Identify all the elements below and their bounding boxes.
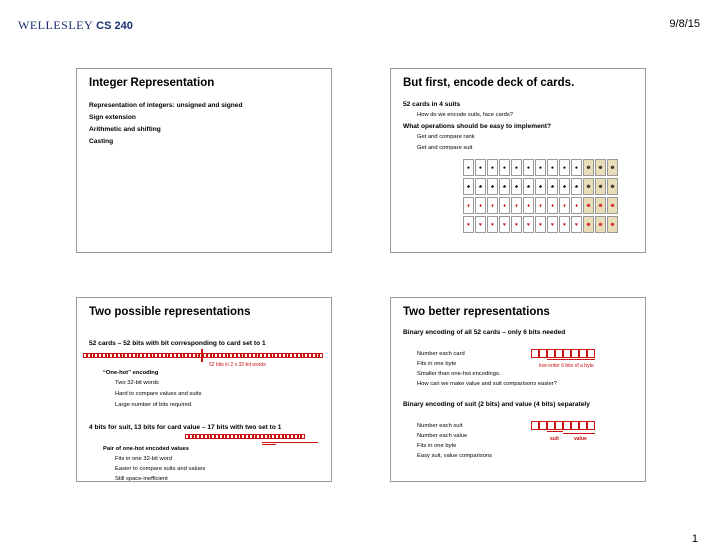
playing-card-icon: ♦ — [511, 197, 522, 214]
bullet: Casting — [89, 138, 114, 145]
bullet: 4 bits for suit, 13 bits for card value – 17 bits with two set to 1 — [89, 424, 282, 431]
suit-bits-underline — [262, 444, 276, 445]
playing-card-icon: ♠ — [475, 159, 486, 176]
playing-card-icon: ♣ — [559, 178, 570, 195]
playing-card-icon: ♥ — [499, 216, 510, 233]
header-date: 9/8/15 — [669, 18, 700, 30]
bullet: Binary encoding of suit (2 bits) and value (4 bits) separately — [403, 401, 590, 408]
playing-card-icon: ♦ — [535, 197, 546, 214]
card-deck-image — [463, 159, 618, 233]
playing-card-icon: ♥ — [535, 216, 546, 233]
sub-bullet: Hard to compare values and suits — [115, 391, 202, 397]
playing-card-icon: ♚ — [607, 178, 618, 195]
sub-bullet: Fits in one 32-bit word — [115, 456, 173, 462]
sub-bullet: Two 32-bit words — [115, 380, 159, 386]
playing-card-icon: ♥ — [511, 216, 522, 233]
playing-card-icon: ♠ — [487, 159, 498, 176]
playing-card-icon: ♥ — [547, 216, 558, 233]
brand-course: CS 240 — [96, 20, 133, 32]
value-underline — [563, 433, 595, 434]
playing-card-icon: ♠ — [511, 159, 522, 176]
bullet: What operations should be easy to implement? — [403, 123, 552, 130]
annotation: low-order 6 bits of a byte — [539, 363, 594, 369]
bullet: 52 cards – 52 bits with bit corresponding to card set to 1 — [89, 340, 266, 347]
playing-card-icon: ♣ — [463, 178, 474, 195]
slide-two-possible-representations — [76, 297, 332, 482]
playing-card-icon: ♠ — [571, 159, 582, 176]
sub-bullet: Number each card — [417, 351, 465, 357]
slide-integer-representation — [76, 68, 332, 253]
playing-card-icon: ♚ — [595, 216, 606, 233]
playing-card-icon: ♠ — [535, 159, 546, 176]
suit-label: suit — [550, 436, 559, 442]
slide-two-better-representations — [390, 297, 646, 482]
slide-encode-deck — [390, 68, 646, 253]
playing-card-icon: ♚ — [607, 159, 618, 176]
playing-card-icon: ♚ — [595, 178, 606, 195]
bit-array-52 — [83, 353, 323, 358]
bit-array-32 — [185, 434, 305, 439]
sub-bullet: Number each value — [417, 433, 468, 439]
playing-card-icon: ♦ — [547, 197, 558, 214]
value-bits-underline — [262, 442, 318, 443]
sub-bullet: Large number of bits required — [115, 402, 192, 408]
playing-card-icon: ♣ — [511, 178, 522, 195]
playing-card-icon: ♠ — [463, 159, 474, 176]
playing-card-icon: ♠ — [559, 159, 570, 176]
playing-card-icon: ♣ — [571, 178, 582, 195]
sub-bullet: How do we encode suits, face cards? — [417, 112, 514, 118]
brand-word: WELLESLEY — [18, 18, 94, 32]
low-order-underline — [547, 359, 595, 360]
playing-card-icon: ♠ — [523, 159, 534, 176]
playing-card-icon: ♦ — [463, 197, 474, 214]
playing-card-icon: ♦ — [475, 197, 486, 214]
bullet: Binary encoding of all 52 cards – only 6 bits needed — [403, 329, 566, 336]
playing-card-icon: ♚ — [595, 197, 606, 214]
sub-bullet: Easy suit, value comparisons — [417, 453, 493, 459]
sub-bullet: How can we make value and suit comparisons easier? — [417, 381, 557, 387]
playing-card-icon: ♚ — [607, 197, 618, 214]
playing-card-icon: ♚ — [583, 197, 594, 214]
playing-card-icon: ♚ — [583, 178, 594, 195]
sub-bullet: “One-hot” encoding — [103, 370, 159, 376]
playing-card-icon: ♚ — [607, 216, 618, 233]
byte-boxes-suit-value — [531, 421, 595, 430]
playing-card-icon: ♚ — [583, 159, 594, 176]
bullet: Sign extension — [89, 114, 136, 121]
playing-card-icon: ♥ — [475, 216, 486, 233]
playing-card-icon: ♥ — [463, 216, 474, 233]
bit-cell — [319, 353, 323, 358]
playing-card-icon: ♣ — [535, 178, 546, 195]
playing-card-icon: ♦ — [523, 197, 534, 214]
playing-card-icon: ♠ — [547, 159, 558, 176]
annotation: 52 bits in 2 x 32-bit words — [209, 362, 266, 368]
playing-card-icon: ♠ — [499, 159, 510, 176]
sub-bullet: Number each suit — [417, 423, 463, 429]
playing-card-icon: ♦ — [571, 197, 582, 214]
playing-card-icon: ♚ — [595, 159, 606, 176]
slide-title: Integer Representation — [89, 77, 215, 89]
slide-title: Two better representations — [403, 306, 550, 318]
playing-card-icon: ♥ — [559, 216, 570, 233]
playing-card-icon: ♥ — [487, 216, 498, 233]
playing-card-icon: ♣ — [547, 178, 558, 195]
playing-card-icon: ♣ — [523, 178, 534, 195]
playing-card-icon: ♦ — [487, 197, 498, 214]
playing-card-icon: ♚ — [583, 216, 594, 233]
sub-bullet: Smaller than one-hot encodings. — [417, 371, 501, 377]
playing-card-icon: ♣ — [487, 178, 498, 195]
brand-logo — [18, 18, 133, 33]
sub-bullet: Get and compare rank — [417, 134, 475, 140]
bullet: 52 cards in 4 suits — [403, 101, 461, 108]
playing-card-icon: ♣ — [499, 178, 510, 195]
suit-underline — [547, 431, 563, 432]
playing-card-icon: ♥ — [571, 216, 582, 233]
sub-bullet: Get and compare suit — [417, 145, 473, 151]
value-label: value — [574, 436, 587, 442]
playing-card-icon: ♥ — [523, 216, 534, 233]
playing-card-icon: ♣ — [475, 178, 486, 195]
sub-bullet: Still space-inefficient — [115, 476, 168, 482]
slide-title: But first, encode deck of cards. — [403, 77, 575, 89]
sub-bullet: Fits in one byte — [417, 443, 457, 449]
playing-card-icon: ♦ — [499, 197, 510, 214]
sub-bullet: Easier to compare suits and values — [115, 466, 206, 472]
sub-bullet: Pair of one-hot encoded values — [103, 446, 190, 452]
sub-bullet: Fits in one byte — [417, 361, 457, 367]
playing-card-icon: ♦ — [559, 197, 570, 214]
slide-title: Two possible representations — [89, 306, 251, 318]
word-boundary-marker — [201, 349, 203, 362]
bullet: Arithmetic and shifting — [89, 126, 161, 133]
byte-boxes-6 — [531, 349, 595, 358]
page-number: 1 — [691, 533, 698, 545]
bullet: Representation of integers: unsigned and signed — [89, 102, 243, 109]
bit-cell — [301, 434, 305, 439]
